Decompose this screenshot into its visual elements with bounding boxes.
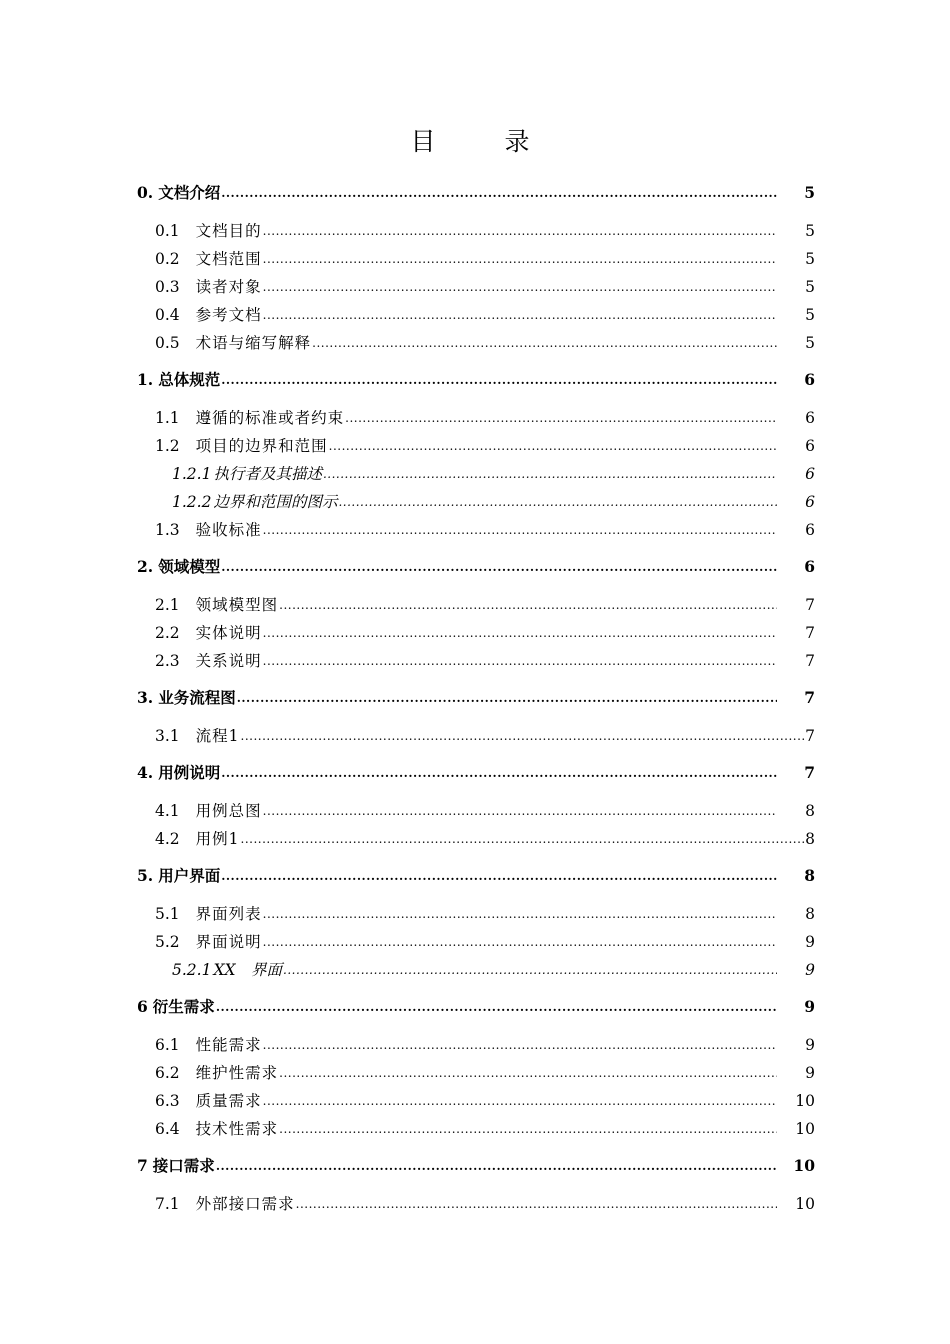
toc-entry-number: 1.2 xyxy=(155,437,180,455)
toc-entry-text: 遵循的标准或者约束 xyxy=(195,409,345,427)
toc-entry-text: 外部接口需求 xyxy=(195,1195,295,1213)
toc-entry-label xyxy=(137,864,221,886)
toc-entry-number: 6.4 xyxy=(155,1120,180,1138)
toc-entry[interactable] xyxy=(137,995,815,1017)
toc-entry-label xyxy=(172,490,338,512)
toc-entry-label xyxy=(155,1117,279,1139)
toc-entry-label xyxy=(155,331,312,353)
toc-entry[interactable] xyxy=(137,368,815,390)
toc-page-number: 9 xyxy=(805,933,815,951)
toc-dot-leader xyxy=(323,467,777,481)
toc-entry-label xyxy=(155,219,263,241)
toc-entry-label xyxy=(155,518,263,540)
toc-entry[interactable] xyxy=(172,958,815,980)
toc-entry[interactable] xyxy=(155,649,815,671)
toc-page-number: 7 xyxy=(805,652,815,670)
toc-entry-label xyxy=(155,247,263,269)
toc-entry-number: 1.1 xyxy=(155,409,180,427)
toc-entry-text: 术语与缩写解释 xyxy=(195,334,312,352)
toc-entry-text: 关系说明 xyxy=(195,652,262,670)
toc-page-number: 6 xyxy=(805,409,815,427)
toc-entry-label xyxy=(137,995,216,1017)
toc-entry[interactable] xyxy=(172,462,815,484)
toc-entry-label xyxy=(172,462,323,484)
toc-page-number: 5 xyxy=(805,222,815,240)
toc-entry-text: 实体说明 xyxy=(195,624,262,642)
toc-dot-leader xyxy=(312,336,777,350)
toc-entry-text: 领域模型图 xyxy=(195,596,279,614)
toc-entry-label xyxy=(155,303,263,325)
toc-dot-leader xyxy=(345,411,777,425)
toc-dot-leader xyxy=(283,963,777,977)
toc-entry-label xyxy=(155,275,263,297)
toc-entry-number: 1.2.2 xyxy=(172,493,212,511)
toc-page-number: 7 xyxy=(805,624,815,642)
toc-dot-leader xyxy=(263,626,777,640)
toc-entry-text: XX 界面 xyxy=(213,961,283,979)
toc-entry-number: 7.1 xyxy=(155,1195,180,1213)
toc-dot-leader xyxy=(263,252,777,266)
toc-entry-text: 用例1 xyxy=(195,830,240,848)
toc-entry-label xyxy=(155,434,329,456)
toc-entry-label xyxy=(155,406,345,428)
toc-entry[interactable] xyxy=(137,555,815,577)
toc-entry-number: 4.1 xyxy=(155,802,180,820)
toc-title: 目 录 xyxy=(410,127,552,156)
toc-page-number: 5 xyxy=(805,306,815,324)
toc-entry-number: 1. xyxy=(137,370,154,389)
toc-entry-number: 6.3 xyxy=(155,1092,180,1110)
toc-entry-text: 执行者及其描述 xyxy=(213,465,322,483)
toc-entry-label xyxy=(155,827,241,849)
toc-dot-leader xyxy=(263,224,777,238)
toc-page-number: 9 xyxy=(805,1064,815,1082)
toc-page-number: 7 xyxy=(805,727,815,745)
toc-dot-leader xyxy=(279,598,777,612)
toc-entry-text: 接口需求 xyxy=(152,1156,215,1175)
toc-entry-number: 0. xyxy=(137,183,154,202)
toc-dot-leader xyxy=(263,280,777,294)
toc-entry-label xyxy=(155,1089,263,1111)
toc-entry-number: 5.2 xyxy=(155,933,180,951)
toc-page-number: 6 xyxy=(804,370,815,389)
toc-entry-number: 5.1 xyxy=(155,905,180,923)
toc-entry-text: 项目的边界和范围 xyxy=(195,437,328,455)
toc-page-number: 10 xyxy=(795,1120,815,1138)
toc-entry-text: 读者对象 xyxy=(195,278,262,296)
toc-page-number: 10 xyxy=(793,1156,815,1175)
toc-entry[interactable] xyxy=(155,406,815,428)
toc-entry-label xyxy=(155,1033,263,1055)
toc-entry-number: 2.2 xyxy=(155,624,180,642)
toc-entry-number: 2.1 xyxy=(155,596,180,614)
toc-entry-label xyxy=(155,621,263,643)
toc-dot-leader xyxy=(241,729,805,743)
toc-entry-label xyxy=(137,181,221,203)
toc-entry-number: 1.2.1 xyxy=(172,465,212,483)
toc-page-number: 10 xyxy=(795,1195,815,1213)
toc-page-number: 8 xyxy=(805,802,815,820)
toc-entry-text: 界面列表 xyxy=(195,905,262,923)
toc-page-number: 5 xyxy=(805,250,815,268)
toc-entry[interactable] xyxy=(137,686,815,708)
toc-page-number: 8 xyxy=(804,866,815,885)
toc-entry-number: 4. xyxy=(137,763,154,782)
toc-page-number: 5 xyxy=(805,334,815,352)
toc-entry-text: 验收标准 xyxy=(195,521,262,539)
toc-entry[interactable] xyxy=(137,181,815,203)
toc-entry[interactable] xyxy=(155,219,815,241)
toc-entry-number: 6 xyxy=(137,997,148,1016)
toc-page-number: 7 xyxy=(805,596,815,614)
toc-page-number: 5 xyxy=(804,183,815,202)
toc-entry-text: 文档目的 xyxy=(195,222,262,240)
toc-dot-leader xyxy=(279,1066,777,1080)
toc-entry[interactable] xyxy=(155,303,815,325)
toc-dot-leader xyxy=(263,308,777,322)
toc-page-number: 8 xyxy=(805,905,815,923)
toc-dot-leader xyxy=(263,935,777,949)
toc-entry-text: 文档范围 xyxy=(195,250,262,268)
toc-entry-number: 6.1 xyxy=(155,1036,180,1054)
toc-entry[interactable] xyxy=(155,275,815,297)
toc-entry[interactable] xyxy=(155,930,815,952)
toc-dot-leader xyxy=(221,869,777,883)
toc-entry-text: 技术性需求 xyxy=(195,1120,279,1138)
toc-entry-text: 质量需求 xyxy=(195,1092,262,1110)
toc-entry-label xyxy=(155,1061,279,1083)
toc-entry-text: 性能需求 xyxy=(195,1036,262,1054)
toc-entry-number: 3. xyxy=(137,688,154,707)
toc-entry-text: 文档介绍 xyxy=(158,183,221,202)
toc-entry-number: 2. xyxy=(137,557,154,576)
toc-entry-label xyxy=(155,930,263,952)
toc-entry[interactable] xyxy=(155,621,815,643)
toc-entry[interactable] xyxy=(155,1061,815,1083)
toc-dot-leader xyxy=(329,439,777,453)
toc-page-number: 6 xyxy=(804,557,815,576)
toc-entry-text: 界面说明 xyxy=(195,933,262,951)
toc-entry-label xyxy=(137,368,221,390)
toc-entry[interactable] xyxy=(155,1033,815,1055)
toc-page-number: 7 xyxy=(804,688,815,707)
toc-dot-leader xyxy=(216,1000,777,1014)
toc-entry-text: 领域模型 xyxy=(158,557,221,576)
toc-dot-leader xyxy=(296,1197,777,1211)
toc-dot-leader xyxy=(221,186,777,200)
toc-entry-text: 用例总图 xyxy=(195,802,262,820)
toc-dot-leader xyxy=(263,1094,777,1108)
toc-entry[interactable] xyxy=(137,864,815,886)
toc-entry-number: 0.1 xyxy=(155,222,180,240)
toc-entry[interactable] xyxy=(155,247,815,269)
toc-page-number: 6 xyxy=(805,493,815,511)
toc-dot-leader xyxy=(263,654,777,668)
toc-entry-label xyxy=(137,686,237,708)
toc-entry-label xyxy=(172,958,283,980)
toc-entry-text: 总体规范 xyxy=(158,370,221,389)
toc-dot-leader xyxy=(241,832,805,846)
toc-page-number: 5 xyxy=(805,278,815,296)
toc-page-number: 8 xyxy=(805,830,815,848)
toc-entry-number: 0.3 xyxy=(155,278,180,296)
toc-entry[interactable] xyxy=(155,1192,815,1214)
toc-dot-leader xyxy=(237,691,777,705)
toc-entry-number: 6.2 xyxy=(155,1064,180,1082)
toc-dot-leader xyxy=(279,1122,777,1136)
toc-entry-text: 业务流程图 xyxy=(158,688,236,707)
toc-entry-label xyxy=(137,761,221,783)
toc-dot-leader xyxy=(338,495,777,509)
toc-entry[interactable] xyxy=(155,1117,815,1139)
toc-entry-text: 用例说明 xyxy=(158,763,221,782)
toc-page-number: 9 xyxy=(805,961,815,979)
toc-entry[interactable] xyxy=(155,724,815,746)
toc-page-number: 9 xyxy=(805,1036,815,1054)
toc-dot-leader xyxy=(216,1159,777,1173)
toc-entry[interactable] xyxy=(155,518,815,540)
toc-entry-number: 2.3 xyxy=(155,652,180,670)
toc-dot-leader xyxy=(263,1038,777,1052)
toc-entry-number: 0.5 xyxy=(155,334,180,352)
toc-entry-number: 5.2.1 xyxy=(172,961,212,979)
toc-entry-label xyxy=(137,1154,216,1176)
toc-entry[interactable] xyxy=(137,1154,815,1176)
toc-entry-label xyxy=(155,649,263,671)
toc-entry-number: 5. xyxy=(137,866,154,885)
toc-dot-leader xyxy=(263,523,777,537)
toc-entry-number: 0.2 xyxy=(155,250,180,268)
toc-page-number: 6 xyxy=(805,437,815,455)
toc-entry-label xyxy=(137,555,221,577)
toc-entry-label xyxy=(155,799,263,821)
toc-entry-label xyxy=(155,593,279,615)
toc-entry-text: 参考文档 xyxy=(195,306,262,324)
toc-entry[interactable] xyxy=(155,902,815,924)
toc-entry-label xyxy=(155,902,263,924)
toc-entry-number: 4.2 xyxy=(155,830,180,848)
toc-entry[interactable] xyxy=(155,827,815,849)
toc-entry[interactable] xyxy=(172,490,815,512)
toc-entry[interactable] xyxy=(155,799,815,821)
toc-page-number: 6 xyxy=(805,465,815,483)
toc-page-number: 6 xyxy=(805,521,815,539)
toc-entry-number: 7 xyxy=(137,1156,148,1175)
toc-entry-text: 维护性需求 xyxy=(195,1064,279,1082)
toc-entry-number: 1.3 xyxy=(155,521,180,539)
toc-entry-text: 边界和范围的图示 xyxy=(213,493,338,511)
toc-page-number: 10 xyxy=(795,1092,815,1110)
toc-page-number: 7 xyxy=(804,763,815,782)
toc-entry[interactable] xyxy=(155,434,815,456)
toc-entry-label xyxy=(155,724,241,746)
toc-dot-leader xyxy=(221,373,777,387)
toc-entry[interactable] xyxy=(155,593,815,615)
toc-dot-leader xyxy=(221,766,777,780)
toc-dot-leader xyxy=(263,907,777,921)
toc-dot-leader xyxy=(221,560,777,574)
toc-dot-leader xyxy=(263,804,777,818)
toc-entry-number: 0.4 xyxy=(155,306,180,324)
toc-entry-text: 衍生需求 xyxy=(152,997,215,1016)
toc-entry[interactable] xyxy=(137,761,815,783)
toc-entry-number: 3.1 xyxy=(155,727,180,745)
toc-entry[interactable] xyxy=(155,1089,815,1111)
toc-entry-text: 用户界面 xyxy=(158,866,221,885)
toc-page-number: 9 xyxy=(804,997,815,1016)
toc-entry-label xyxy=(155,1192,296,1214)
toc-entry-text: 流程1 xyxy=(195,727,240,745)
toc-entry[interactable] xyxy=(155,331,815,353)
